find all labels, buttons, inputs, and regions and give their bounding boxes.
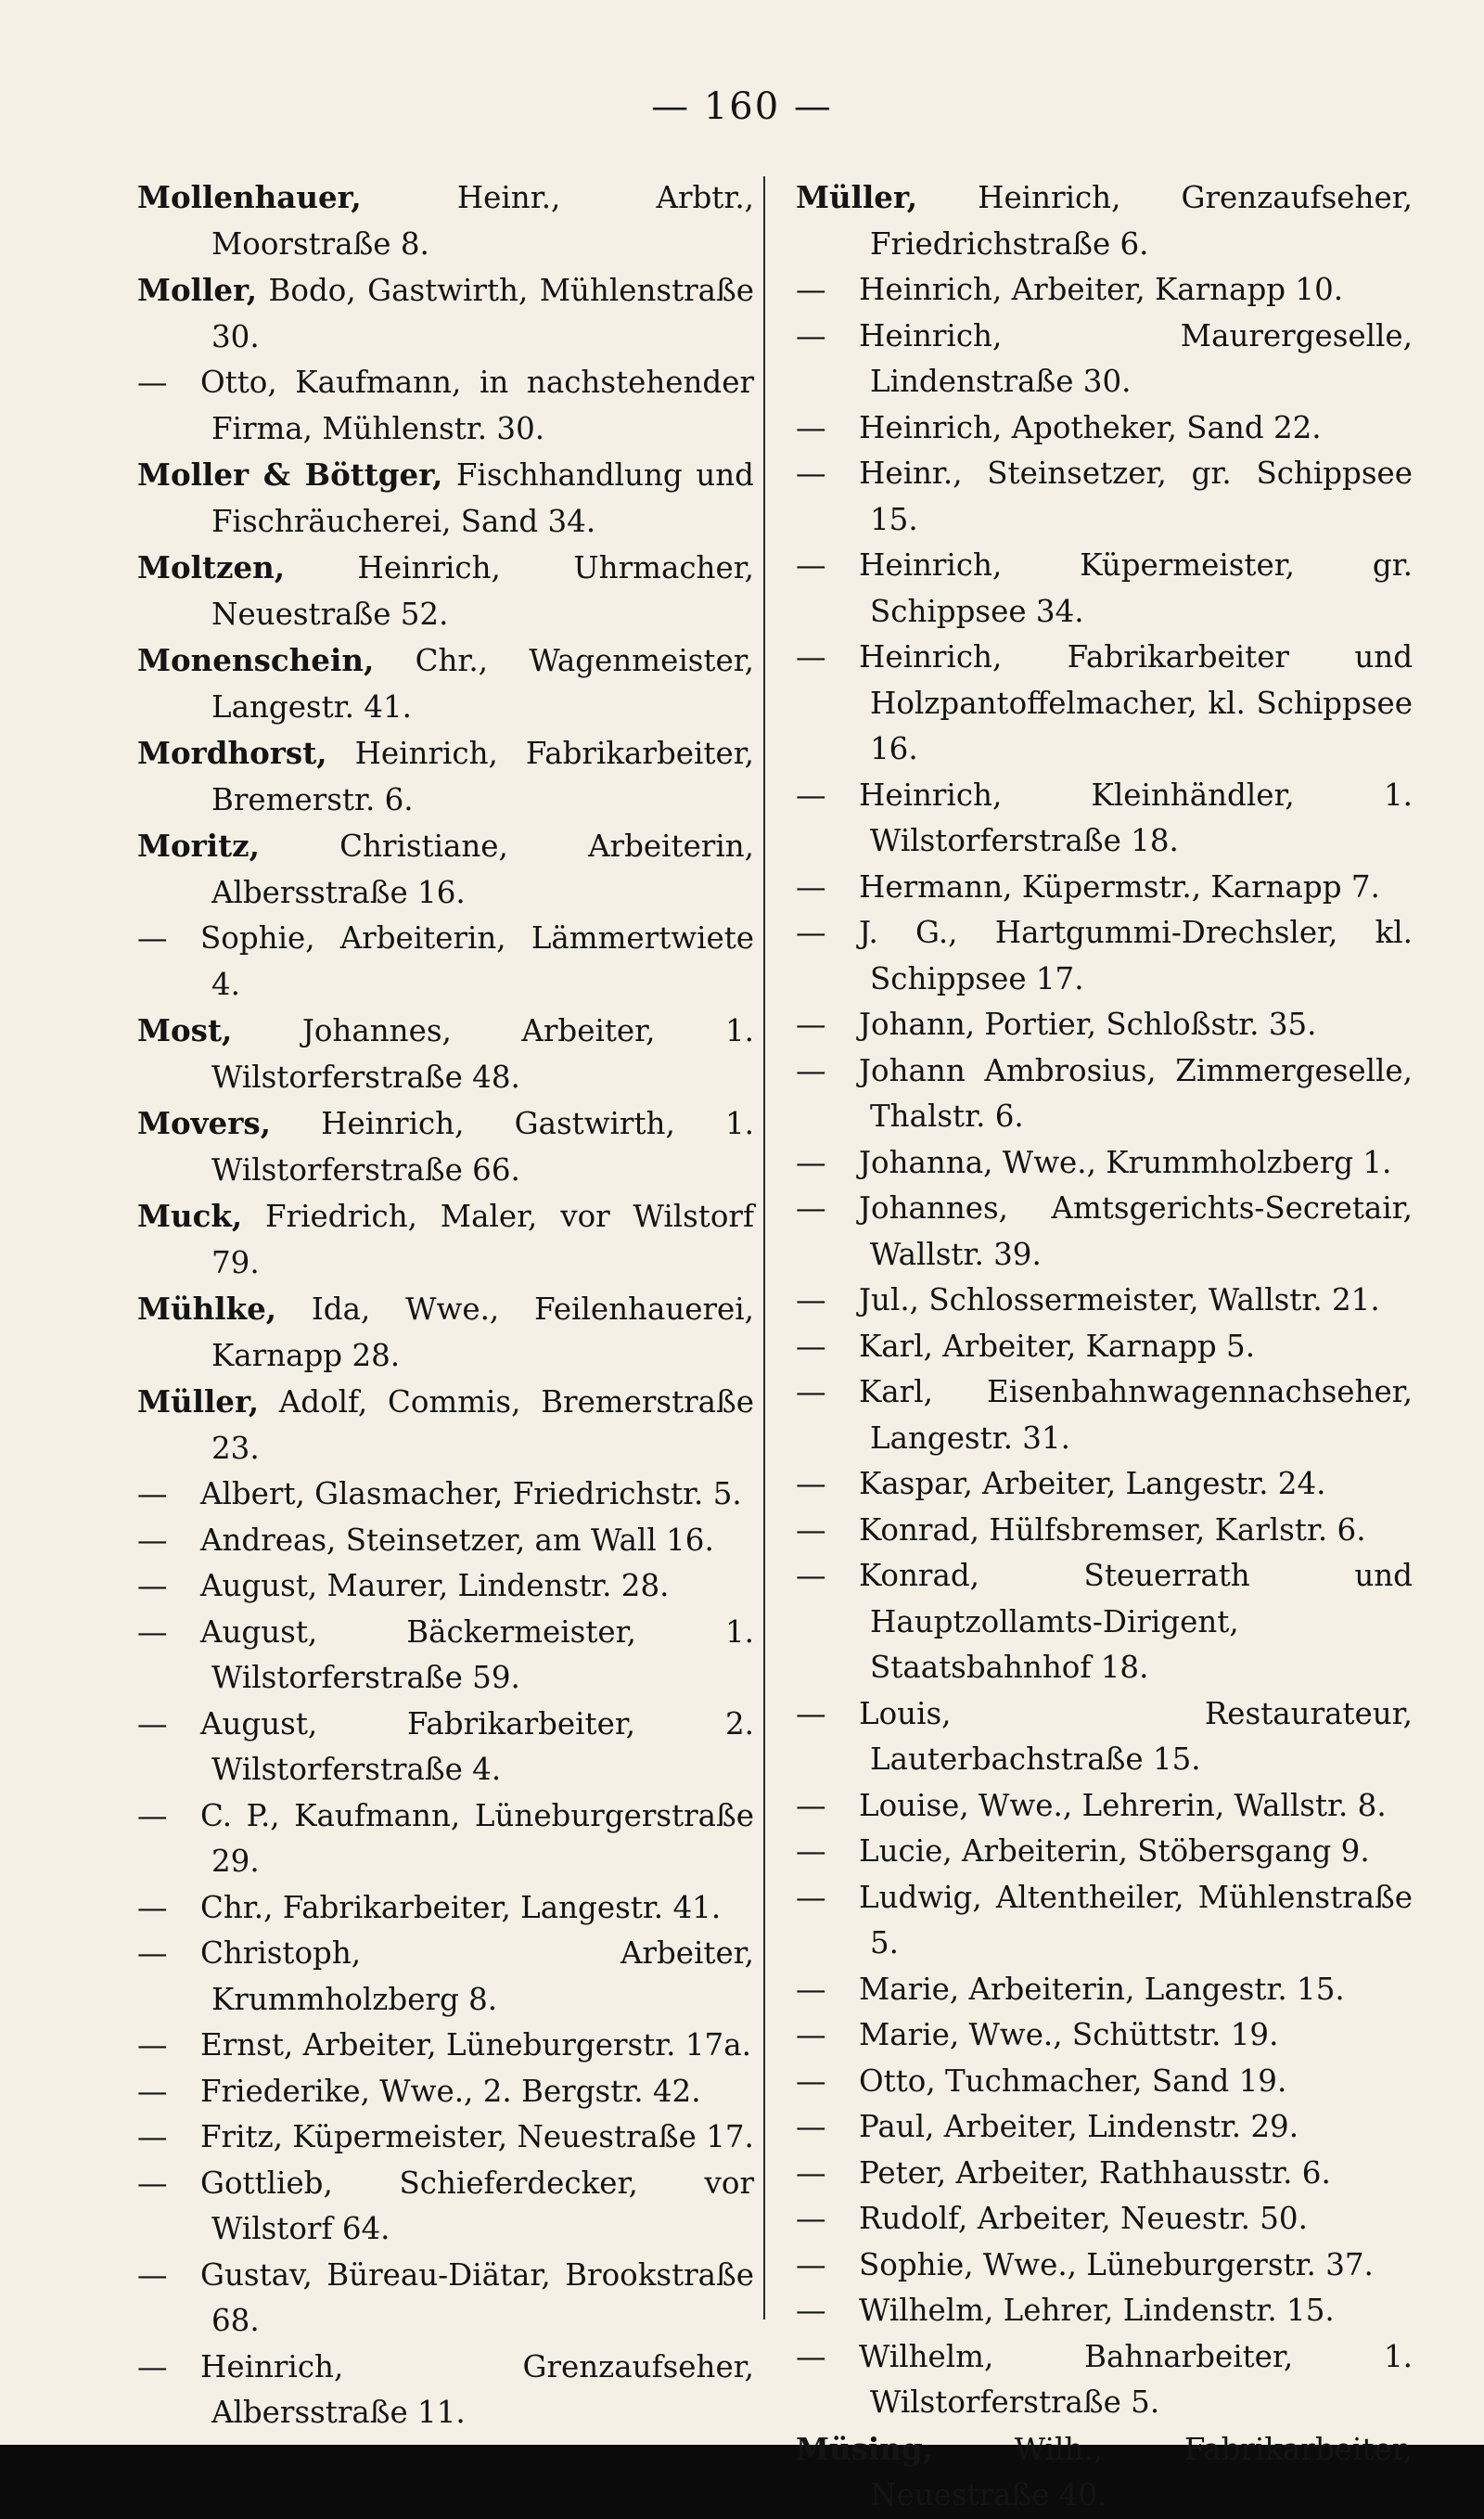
- directory-entry: [796, 405, 1413, 452]
- directory-entry: [796, 2426, 1413, 2519]
- entry-details: Heinrich, Küpermeister, gr. Schippsee 34.: [859, 547, 1413, 629]
- entry-details: Heinr., Steinsetzer, gr. Schippsee 15.: [859, 456, 1413, 537]
- entry-details: Wilhelm, Bahnarbeiter, 1. Wilstorferstraße 5.: [859, 2338, 1413, 2420]
- directory-entry: [796, 773, 1413, 865]
- entry-details: Christoph, Arbeiter, Krummholzberg 8.: [200, 1935, 754, 2017]
- entry-dash: —: [137, 2165, 168, 2201]
- directory-entry: [796, 1967, 1413, 2013]
- directory-entry: [796, 1783, 1413, 1830]
- entry-details: Hermann, Küpermstr., Karnapp 7.: [859, 868, 1380, 905]
- entry-surname: Mühlke,: [137, 1291, 277, 1327]
- left-column: [137, 174, 754, 2436]
- directory-entry: [796, 2059, 1413, 2105]
- entry-details: August, Maurer, Lindenstr. 28.: [200, 1568, 670, 1603]
- directory-entry: [137, 1193, 754, 1286]
- directory-entry: [796, 1186, 1413, 1278]
- entry-details: Peter, Arbeiter, Rathhausstr. 6.: [859, 2154, 1331, 2191]
- entry-details: Heinrich, Grenzaufseher, Friedrichstraße 6.: [870, 180, 1413, 262]
- entry-surname: Muck,: [137, 1198, 243, 1234]
- directory-entry: [796, 267, 1413, 314]
- entry-details: Wilh., Fabrikarbeiter, Neuestraße 40.: [870, 2431, 1413, 2513]
- entry-surname: Mordhorst,: [137, 735, 327, 771]
- directory-entry: [796, 2334, 1413, 2426]
- directory-entry: [137, 1793, 754, 1885]
- entry-details: Otto, Tuchmacher, Sand 19.: [859, 2063, 1287, 2099]
- entry-dash: —: [796, 2246, 826, 2282]
- entry-details: Bodo, Gastwirth, Mühlenstraße 30.: [211, 273, 754, 354]
- entry-details: Chr., Wagenmeister, Langestr. 41.: [211, 643, 754, 725]
- directory-entry: [137, 2023, 754, 2069]
- entry-details: Louis, Restaurateur, Lauterbachstraße 15.: [859, 1695, 1413, 1777]
- entry-dash: —: [137, 1476, 168, 1511]
- entry-dash: —: [137, 2348, 168, 2384]
- entry-details: Fritz, Küpermeister, Neuestraße 17.: [200, 2119, 754, 2154]
- entry-details: Andreas, Steinsetzer, am Wall 16.: [200, 1522, 714, 1558]
- directory-entry: [796, 1140, 1413, 1187]
- entry-dash: —: [796, 1052, 826, 1088]
- entry-details: Ludwig, Altentheiler, Mühlenstraße 5.: [859, 1879, 1413, 1960]
- directory-entry: [796, 2288, 1413, 2334]
- column-divider: [763, 176, 765, 2320]
- entry-surname: Movers,: [137, 1105, 271, 1141]
- entry-details: Johann Ambrosius, Zimmergeselle, Thalstr. 6.: [859, 1052, 1413, 1134]
- entry-details: Heinrich, Kleinhändler, 1. Wilstorferstraße 18.: [859, 777, 1413, 858]
- directory-entry: [796, 2104, 1413, 2151]
- entry-dash: —: [796, 2201, 826, 2236]
- entry-details: Lucie, Arbeiterin, Stöbersgang 9.: [859, 1833, 1370, 1869]
- entry-dash: —: [137, 2119, 168, 2154]
- directory-entry: [137, 174, 754, 267]
- entry-details: Karl, Arbeiter, Karnapp 5.: [859, 1328, 1256, 1364]
- entry-details: Sophie, Wwe., Lüneburgerstr. 37.: [859, 2246, 1374, 2282]
- entry-surname: Mollenhauer,: [137, 179, 362, 215]
- entry-dash: —: [796, 915, 826, 950]
- entry-dash: —: [796, 1833, 826, 1869]
- directory-entry: [137, 730, 754, 823]
- entry-dash: —: [796, 1282, 826, 1317]
- entry-dash: —: [137, 1889, 168, 1925]
- entry-dash: —: [796, 2154, 826, 2191]
- entry-dash: —: [796, 1328, 826, 1364]
- entry-dash: —: [137, 1705, 168, 1741]
- directory-entry: [137, 1286, 754, 1379]
- entry-details: Gustav, Büreau-Diätar, Brookstraße 68.: [200, 2256, 754, 2338]
- entry-details: Sophie, Arbeiterin, Lämmertwiete 4.: [200, 920, 754, 1002]
- directory-entry: [137, 545, 754, 637]
- directory-entry: [796, 865, 1413, 911]
- entry-details: Karl, Eisenbahnwagennachseher, Langestr. 31.: [859, 1374, 1413, 1456]
- entry-surname: Müsing,: [796, 2430, 933, 2467]
- directory-entry: [796, 635, 1413, 773]
- entry-dash: —: [796, 639, 826, 675]
- directory-entry: [137, 2253, 754, 2345]
- entry-dash: —: [137, 1935, 168, 1971]
- entry-details: Adolf, Commis, Bremerstraße 23.: [211, 1384, 754, 1466]
- directory-entry: [137, 1885, 754, 1932]
- directory-entry: [796, 1278, 1413, 1324]
- entry-dash: —: [796, 2109, 826, 2144]
- entry-details: Konrad, Steuerrath und Hauptzollamts-Dirigent, Staatsbahnhof 18.: [859, 1558, 1413, 1685]
- directory-entry: [796, 1324, 1413, 1370]
- directory-entry: [137, 360, 754, 452]
- entry-details: Johann, Portier, Schloßstr. 35.: [859, 1007, 1317, 1042]
- entry-dash: —: [796, 547, 826, 583]
- directory-entry: [137, 1472, 754, 1518]
- entry-dash: —: [137, 920, 168, 956]
- entry-dash: —: [796, 2293, 826, 2328]
- entry-details: Paul, Arbeiter, Lindenstr. 29.: [859, 2109, 1299, 2144]
- entry-details: Christiane, Arbeiterin, Albersstraße 16.: [211, 829, 754, 910]
- entry-dash: —: [796, 777, 826, 813]
- directory-entry: [796, 2012, 1413, 2059]
- directory-entry: [137, 2345, 754, 2436]
- entry-dash: —: [796, 1007, 826, 1042]
- directory-entry: [796, 910, 1413, 1002]
- page-number: — 160 —: [651, 85, 833, 128]
- entry-dash: —: [137, 1568, 168, 1603]
- entry-dash: —: [796, 1558, 826, 1593]
- entry-details: Heinr., Arbtr., Moorstraße 8.: [211, 180, 754, 262]
- directory-entry: [137, 2114, 754, 2161]
- directory-entry: [796, 1461, 1413, 1508]
- directory-entry: [137, 1610, 754, 1702]
- entry-details: Heinrich, Gastwirth, 1. Wilstorferstraße 66.: [211, 1106, 754, 1188]
- entry-dash: —: [137, 2256, 168, 2293]
- directory-entry: [796, 1875, 1413, 1967]
- entry-dash: —: [796, 456, 826, 491]
- directory-entry: [796, 314, 1413, 405]
- directory-entry: [796, 1048, 1413, 1140]
- entry-details: Chr., Fabrikarbeiter, Langestr. 41.: [200, 1889, 722, 1925]
- entry-surname: Müller,: [137, 1383, 260, 1420]
- entry-dash: —: [796, 1879, 826, 1915]
- directory-entry: [137, 1563, 754, 1610]
- directory-entry: [137, 1379, 754, 1472]
- entry-dash: —: [137, 365, 168, 400]
- entry-dash: —: [137, 1797, 168, 1833]
- entry-dash: —: [796, 2338, 826, 2374]
- entry-details: Ernst, Arbeiter, Lüneburgerstr. 17a.: [200, 2027, 751, 2063]
- directory-entry: [796, 2196, 1413, 2243]
- entry-dash: —: [796, 409, 826, 445]
- entry-details: Heinrich, Maurergeselle, Lindenstraße 30.: [859, 317, 1413, 399]
- entry-dash: —: [137, 2027, 168, 2063]
- directory-entry: [137, 1931, 754, 2023]
- entry-dash: —: [796, 1971, 826, 2007]
- directory-entry: [137, 2069, 754, 2115]
- entry-dash: —: [796, 2063, 826, 2099]
- directory-entry: [137, 1008, 754, 1100]
- entry-details: Wilhelm, Lehrer, Lindenstr. 15.: [859, 2293, 1335, 2328]
- entry-details: Heinrich, Arbeiter, Karnapp 10.: [859, 272, 1344, 307]
- directory-entry: [796, 1829, 1413, 1875]
- directory-entry: [796, 2243, 1413, 2289]
- entry-details: Marie, Arbeiterin, Langestr. 15.: [859, 1971, 1345, 2007]
- entry-details: August, Fabrikarbeiter, 2. Wilstorferstraße 4.: [200, 1705, 754, 1787]
- directory-entry: [796, 1002, 1413, 1048]
- entry-details: August, Bäckermeister, 1. Wilstorferstraße 59.: [200, 1613, 754, 1695]
- directory-entry: [137, 452, 754, 545]
- entry-surname: Müller,: [796, 179, 918, 215]
- entry-details: Albert, Glasmacher, Friedrichstr. 5.: [200, 1476, 742, 1511]
- entry-surname: Moller & Böttger,: [137, 456, 443, 493]
- directory-entry: [796, 2151, 1413, 2197]
- directory-entry: [796, 1508, 1413, 1554]
- entry-surname: Most,: [137, 1012, 233, 1048]
- entry-dash: —: [137, 2073, 168, 2109]
- entry-surname: Moltzen,: [137, 549, 286, 585]
- entry-dash: —: [137, 1522, 168, 1558]
- entry-dash: —: [796, 1374, 826, 1409]
- entry-details: Friederike, Wwe., 2. Bergstr. 42.: [200, 2073, 701, 2109]
- entry-details: Heinrich, Grenzaufseher, Albersstraße 11.: [200, 2348, 754, 2430]
- directory-entry: [796, 451, 1413, 543]
- entry-dash: —: [796, 2017, 826, 2052]
- entry-details: Heinrich, Fabrikarbeiter und Holzpantoffelmacher, kl. Schippsee 16.: [859, 639, 1413, 766]
- entry-dash: —: [796, 1511, 826, 1548]
- directory-entry: [137, 1702, 754, 1793]
- entry-dash: —: [796, 1144, 826, 1180]
- entry-details: Johanna, Wwe., Krummholzberg 1.: [859, 1144, 1392, 1180]
- directory-entry: [137, 916, 754, 1008]
- entry-dash: —: [137, 1613, 168, 1650]
- entry-details: Marie, Wwe., Schüttstr. 19.: [859, 2017, 1279, 2052]
- directory-entry: [137, 1100, 754, 1193]
- entry-dash: —: [796, 317, 826, 353]
- right-column: [796, 174, 1413, 2519]
- directory-entry: [137, 267, 754, 360]
- entry-details: Johannes, Arbeiter, 1. Wilstorferstraße 48.: [211, 1013, 754, 1095]
- entry-surname: Monenschein,: [137, 642, 375, 678]
- directory-entry: [796, 1369, 1413, 1461]
- directory-entry: [796, 1553, 1413, 1691]
- entry-details: Fischhandlung und Fischräucherei, Sand 34.: [211, 457, 754, 539]
- entry-surname: Moller,: [137, 272, 258, 308]
- entry-details: Friedrich, Maler, vor Wilstorf 79.: [211, 1199, 754, 1280]
- directory-entry: [796, 174, 1413, 267]
- entry-dash: —: [796, 868, 826, 905]
- directory-entry: [137, 2161, 754, 2253]
- entry-dash: —: [796, 1190, 826, 1226]
- entry-details: Heinrich, Uhrmacher, Neuestraße 52.: [211, 550, 754, 632]
- directory-entry: [137, 637, 754, 730]
- entry-details: Kaspar, Arbeiter, Langestr. 24.: [859, 1466, 1326, 1501]
- directory-entry: [796, 543, 1413, 635]
- entry-dash: —: [796, 1466, 826, 1501]
- entry-dash: —: [796, 272, 826, 307]
- entry-details: Konrad, Hülfsbremser, Karlstr. 6.: [859, 1511, 1366, 1548]
- entry-details: Jul., Schlossermeister, Wallstr. 21.: [859, 1282, 1380, 1317]
- directory-entry: [137, 1518, 754, 1564]
- entry-details: Heinrich, Apotheker, Sand 22.: [859, 409, 1322, 445]
- entry-details: Ida, Wwe., Feilenhauerei, Karnapp 28.: [211, 1292, 754, 1373]
- entry-dash: —: [796, 1695, 826, 1731]
- entry-details: C. P., Kaufmann, Lüneburgerstraße 29.: [200, 1797, 754, 1879]
- entry-details: J. G., Hartgummi-Drechsler, kl. Schippsee 17.: [859, 915, 1413, 996]
- entry-surname: Moritz,: [137, 828, 260, 864]
- entry-details: Otto, Kaufmann, in nachstehender Firma, Mühlenstr. 30.: [200, 365, 754, 446]
- directory-entry: [796, 1691, 1413, 1783]
- entry-details: Gottlieb, Schieferdecker, vor Wilstorf 64.: [200, 2165, 754, 2246]
- entry-details: Johannes, Amtsgerichts-Secretair, Wallstr. 39.: [859, 1190, 1413, 1272]
- entry-details: Heinrich, Fabrikarbeiter, Bremerstr. 6.: [211, 736, 754, 817]
- entry-details: Rudolf, Arbeiter, Neuestr. 50.: [859, 2201, 1308, 2236]
- directory-entry: [137, 823, 754, 916]
- entry-dash: —: [796, 1787, 826, 1823]
- entry-details: Louise, Wwe., Lehrerin, Wallstr. 8.: [859, 1787, 1387, 1823]
